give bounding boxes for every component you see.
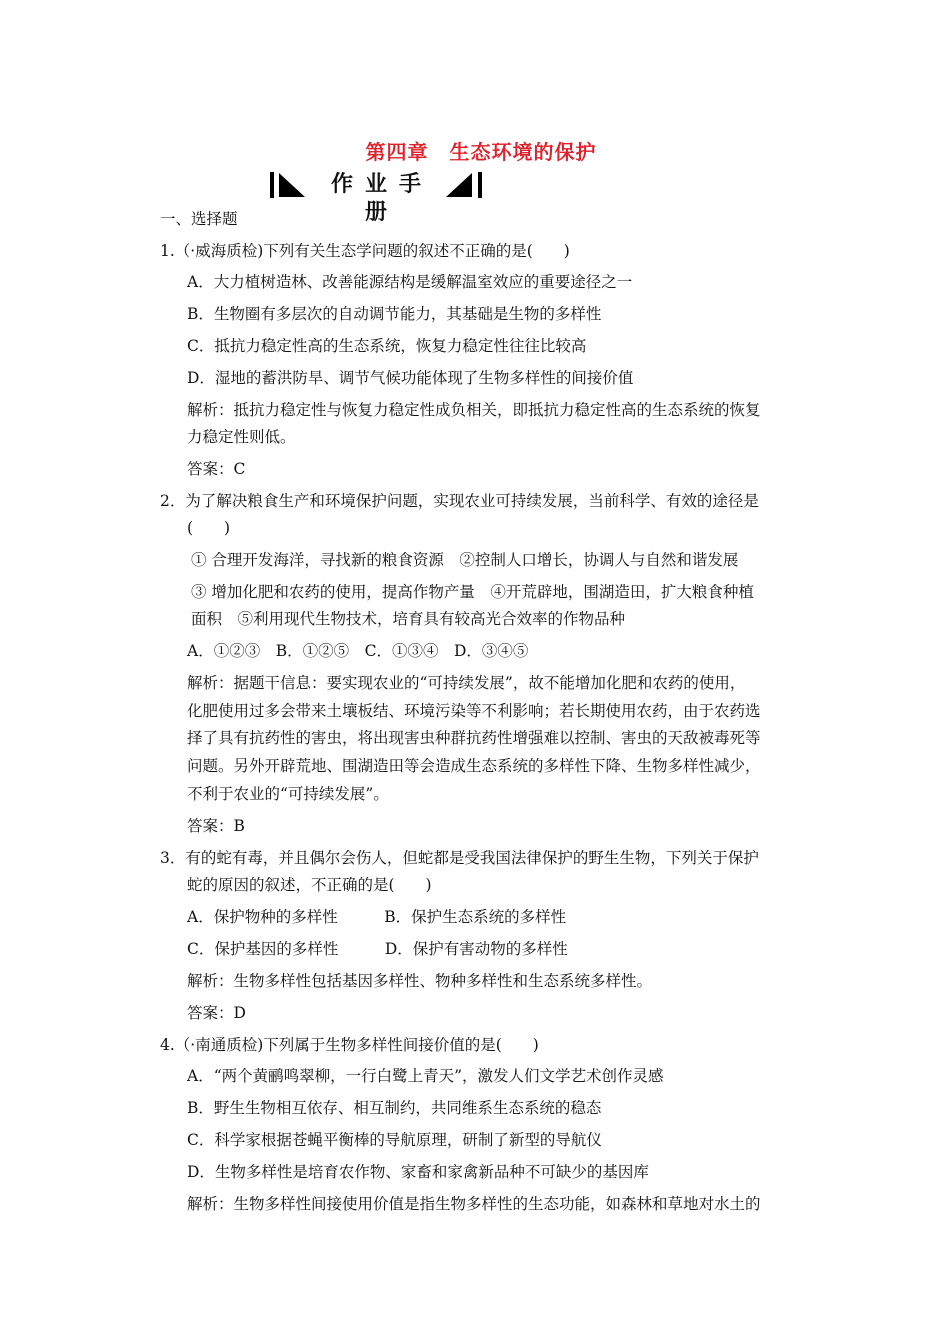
question-4-stem: 4.（·南通质检)下列属于生物多样性间接价值的是( ) xyxy=(160,1036,539,1054)
question-2-analysis-line: 化肥使用过多会带来土壤板结、环境污染等不利影响；若长期使用农药，由于农药选 xyxy=(187,702,761,720)
question-2-item-line: 面积 ⑤利用现代生物技术，培育具有较高光合效率的作物品种 xyxy=(191,610,626,628)
question-2-item-line: ① 合理开发海洋，寻找新的粮食资源 ②控制人口增长，协调人与自然和谐发展 xyxy=(191,551,739,569)
question-3-answer: 答案：D xyxy=(187,1004,246,1022)
question-2-analysis-line: 择了具有抗药性的害虫，将出现害虫种群抗药性增强难以控制、害虫的天敌被毒死等 xyxy=(187,729,761,747)
question-2-answer: 答案：B xyxy=(187,817,245,835)
question-2-options: A．①②③ B．①②⑤ C．①③④ D．③④⑤ xyxy=(187,642,529,660)
question-3-options-cd: C．保护基因的多样性 D．保护有害动物的多样性 xyxy=(187,940,568,958)
question-4-option-c: C．科学家根据苍蝇平衡棒的导航原理，研制了新型的导航仪 xyxy=(187,1131,602,1149)
question-3-stem-line: 3．有的蛇有毒，并且偶尔会伤人，但蛇都是受我国法律保护的野生生物，下列关于保护 xyxy=(160,849,759,867)
question-4-option-d: D．生物多样性是培育农作物、家畜和家禽新品种不可缺少的基因库 xyxy=(187,1163,649,1181)
chapter-title: 第四章 生态环境的保护 xyxy=(365,140,597,164)
question-2-analysis-line: 不利于农业的“可持续发展”。 xyxy=(187,785,389,803)
question-1-option-b: B．生物圈有多层次的自动调节能力，其基础是生物的多样性 xyxy=(187,305,602,323)
banner-triangle-right xyxy=(446,173,472,197)
question-2-analysis-line: 解析：据题干信息：要实现农业的“可持续发展”，故不能增加化肥和农药的使用， xyxy=(187,674,746,692)
question-2-analysis-line: 问题。另外开辟荒地、围湖造田等会造成生态系统的多样性下降、生物多样性减少， xyxy=(187,757,761,775)
question-1-answer: 答案：C xyxy=(187,460,246,478)
question-4-option-b: B．野生生物相互依存、相互制约，共同维系生态系统的稳态 xyxy=(187,1099,602,1117)
question-1-analysis-line: 力稳定性则低。 xyxy=(187,428,296,446)
question-1-option-d: D．湿地的蓄洪防旱、调节气候功能体现了生物多样性的间接价值 xyxy=(187,369,634,387)
banner-bar-right xyxy=(478,172,482,198)
question-1-stem: 1.（·威海质检)下列有关生态学问题的叙述不正确的是( ) xyxy=(160,242,570,260)
banner-text: 作业手册 xyxy=(330,172,433,225)
banner-bar-left xyxy=(270,172,274,198)
question-1-option-a: A．大力植树造林、改善能源结构是缓解温室效应的重要途径之一 xyxy=(187,273,633,291)
question-2-item-line: ③ 增加化肥和农药的使用，提高作物产量 ④开荒辟地，围湖造田，扩大粮食种植 xyxy=(191,583,754,601)
question-2-stem-line: 2．为了解决粮食生产和环境保护问题，实现农业可持续发展，当前科学、有效的途径是 xyxy=(160,492,759,510)
question-2-stem-line: ( ) xyxy=(187,519,231,537)
question-4-option-a: A．“两个黄鹂鸣翠柳，一行白鹭上青天”，激发人们文学艺术创作灵感 xyxy=(187,1067,664,1085)
question-3-options-ab: A．保护物种的多样性 B．保护生态系统的多样性 xyxy=(187,908,567,926)
question-3-analysis: 解析：生物多样性包括基因多样性、物种多样性和生态系统多样性。 xyxy=(187,972,653,990)
banner-triangle-left xyxy=(279,173,305,197)
homework-banner xyxy=(270,171,484,225)
section-heading: 一、选择题 xyxy=(160,210,238,228)
question-1-analysis-line: 解析：抵抗力稳定性与恢复力稳定性成负相关，即抵抗力稳定性高的生态系统的恢复 xyxy=(187,401,761,419)
question-1-option-c: C．抵抗力稳定性高的生态系统，恢复力稳定性往往比较高 xyxy=(187,337,587,355)
question-3-stem-line: 蛇的原因的叙述，不正确的是( ) xyxy=(187,876,432,894)
question-4-analysis: 解析：生物多样性间接使用价值是指生物多样性的生态功能，如森林和草地对水土的 xyxy=(187,1195,761,1213)
